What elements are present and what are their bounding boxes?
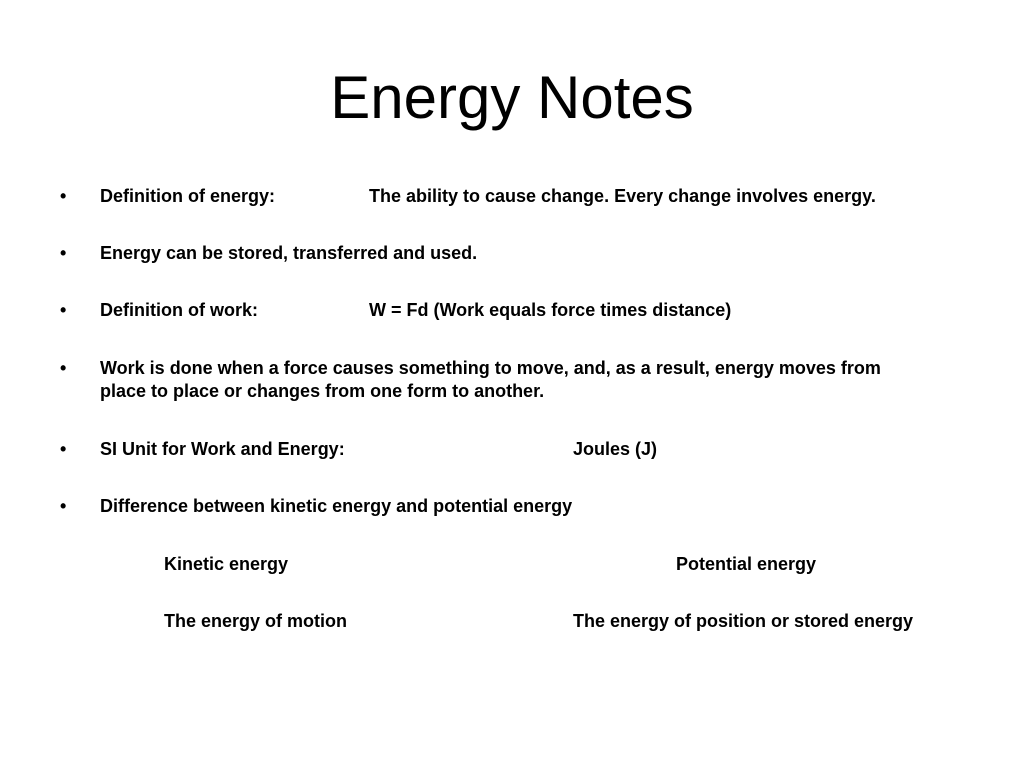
- energy-stored-statement: Energy can be stored, transferred and used.: [100, 243, 478, 263]
- work-definition-label: Definition of work:: [100, 300, 258, 320]
- work-definition-formula: W = Fd (Work equals force times distance): [369, 300, 732, 320]
- energy-definition-text: The ability to cause change. Every change involves energy.: [369, 186, 876, 206]
- si-unit-value: Joules (J): [573, 439, 658, 459]
- potential-energy-definition: The energy of position or stored energy: [573, 611, 914, 631]
- slide-title: Energy Notes: [330, 64, 694, 131]
- kinetic-energy-definition: The energy of motion: [164, 611, 348, 631]
- bullet-marker: •: [60, 186, 67, 206]
- bullet-marker: •: [60, 439, 67, 459]
- si-unit-label: SI Unit for Work and Energy:: [100, 439, 345, 459]
- bullet-marker: •: [60, 496, 67, 516]
- bullet-marker: •: [60, 243, 67, 263]
- work-explanation-line-1: Work is done when a force causes something to move, and, as a result, energy moves from: [100, 358, 881, 378]
- work-explanation-line-2: place to place or changes from one form to another.: [100, 381, 545, 401]
- energy-definition-label: Definition of energy:: [100, 186, 275, 206]
- bullet-marker: •: [60, 300, 67, 320]
- kinetic-energy-heading: Kinetic energy: [164, 554, 289, 574]
- potential-energy-heading: Potential energy: [676, 554, 817, 574]
- kinetic-vs-potential-heading: Difference between kinetic energy and potential energy: [100, 496, 573, 516]
- bullet-marker: •: [60, 358, 67, 378]
